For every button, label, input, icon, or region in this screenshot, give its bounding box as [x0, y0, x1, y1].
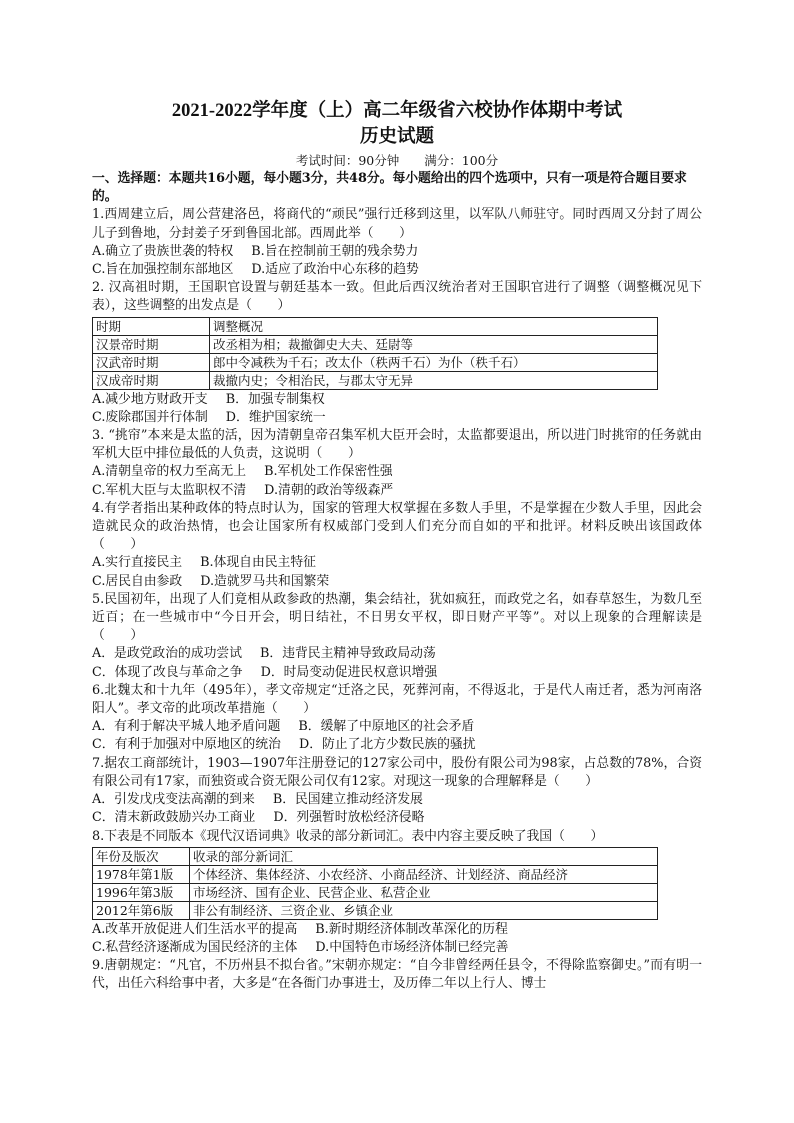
q5-option-c: C．体现了改良与革命之争	[92, 664, 243, 680]
question-5-stem: 5.民国初年，出现了人们竟相从政参政的热潮，集会结社，犹如疯狂，而政党之名，如春草怒生，为数几至近百；在一些城市中“今日开会，明日结社，不日男女平权，即日财产平等”。对以上现象的合理解读是（ ）	[92, 591, 702, 644]
question-1-stem: 1.西周建立后，周公营建洛邑，将商代的“顽民”强行迁移到这里，以军队八师驻守。同时西周又分封了周公儿子到鲁地，分封姜子牙到鲁国北部。西周此举（ ）	[92, 207, 702, 241]
q5-option-a: A．是政党政治的成功尝试	[92, 646, 243, 662]
question-8-options-2	[92, 939, 702, 957]
question-3-options-2	[92, 482, 702, 500]
section-heading: 一、选择题：本题共16小题，每小题3分，共48分。每小题给出的四个选项中，只有一项是符合题目要求的。	[92, 171, 687, 205]
table-row	[93, 371, 658, 389]
question-2-stem: 2. 汉高祖时期，王国职官设置与朝廷基本一致。但此后西汉统治者对王国职官进行了调整（调整概况见下表），这些调整的出发点是（ ）	[92, 280, 702, 314]
q4-option-d: D.造就罗马共和国繁荣	[200, 573, 330, 589]
table-row	[93, 865, 658, 883]
question-3-options	[92, 463, 702, 481]
q1-option-c: C.旨在加强控制东部地区	[92, 262, 234, 278]
question-5-options-2	[92, 664, 702, 682]
q2-option-c: C.废除郡国并行体制	[92, 409, 208, 425]
table-cell: 郎中令减秩为千石；改太仆（秩两千石）为仆（秩千石）	[210, 353, 658, 371]
q6-option-c: C．有利于加强对中原地区的统治	[92, 737, 281, 753]
exam-title: 2021-2022学年度（上）高二年级省六校协作体期中考试	[171, 101, 623, 121]
q3-option-b: B.军机处工作保密性强	[264, 464, 393, 480]
q1-option-d: D.适应了政治中心东移的趋势	[251, 262, 419, 278]
question-7-stem: 7.据农工商部统计，1903—1907年注册登记的127家公司中，股份有限公司为98家，占总数的78%，合资有限公司有17家，而独资或合资无限公司仅有12家。对现这一现象的合理解释是（ ）	[92, 755, 702, 789]
q7-option-b: B．民国建立推动经济发展	[272, 792, 423, 808]
table-header-cell: 调整概况	[210, 317, 658, 335]
q8-option-a: A.改革开放促进人们生活水平的提高	[92, 921, 298, 937]
table-cell: 2012年第6版	[93, 901, 190, 919]
table-header-cell: 收录的部分新词汇	[190, 847, 658, 865]
q7-option-a: A．引发戊戌变法高潮的到来	[92, 792, 255, 808]
table-cell: 汉成帝时期	[93, 371, 210, 389]
table-cell: 非公有制经济、三资企业、乡镇企业	[190, 901, 658, 919]
q4-option-a: A.实行直接民主	[92, 555, 183, 571]
q7-option-c: C．清末新政鼓励兴办工商业	[92, 810, 256, 826]
table-cell: 市场经济、国有企业、民营企业、私营企业	[190, 883, 658, 901]
question-2-options	[92, 391, 702, 409]
table-header-cell: 时期	[93, 317, 210, 335]
q4-option-b: B.体现自由民主特征	[200, 555, 316, 571]
question-4-options-2	[92, 573, 702, 591]
exam-subtitle: 历史试题	[359, 127, 434, 147]
table-cell: 1978年第1版	[93, 865, 190, 883]
question-6-stem: 6.北魏太和十九年（495年），孝文帝规定“迁洛之民，死葬河南，不得返北，于是代人南迁者，悉为河南洛阳人”。孝文帝的此项改革措施（ ）	[92, 682, 702, 717]
question-7-options	[92, 791, 702, 809]
q8-option-d: D.中国特色市场经济体制已经完善	[315, 939, 509, 955]
q6-option-b: B．缓解了中原地区的社会矛盾	[298, 719, 475, 735]
q2-option-d: D．维护国家统一	[225, 409, 326, 425]
table-cell: 汉景帝时期	[93, 335, 210, 353]
exam-meta: 考试时间：90分钟 满分：100分	[295, 153, 499, 168]
table-cell: 裁撤内史；令相治民，与郡太守无异	[210, 371, 658, 389]
table-row	[93, 353, 658, 371]
question-4-stem: 4.有学者指出某种政体的特点时认为，国家的管理大权掌握在多数人手里，不是掌握在少数人手里，因此会造就民众的政治热情，也会让国家所有权威部门受到人们充分而自如的平和批评。材料反映出该国政体（ ）	[92, 500, 702, 553]
table-row	[93, 901, 658, 919]
table-row	[93, 335, 658, 353]
q5-option-d: D．时局变动促进民权意识增强	[260, 664, 438, 680]
q3-option-a: A.清朝皇帝的权力至高无上	[92, 464, 247, 480]
table-row	[93, 883, 658, 901]
question-2-options-2	[92, 409, 702, 427]
q8-option-c: C.私营经济逐渐成为国民经济的主体	[92, 939, 298, 955]
q6-option-d: D．防止了北方少数民族的骚扰	[298, 737, 476, 753]
q6-option-a: A．有利于解决平城人地矛盾问题	[92, 719, 281, 735]
table-header-row	[93, 847, 658, 865]
table-header-row	[93, 317, 658, 335]
q2-option-b: B．加强专制集权	[225, 391, 325, 407]
question-7-options-2	[92, 809, 702, 827]
question-3-stem: 3. “挑帘”本来是太监的活，因为清朝皇帝召集军机大臣开会时，太监都要退出，所以进门时挑帘的任务就由军机大臣中排位最低的人负责，这说明（ ）	[92, 428, 702, 462]
table-cell: 个体经济、集体经济、小农经济、小商品经济、计划经济、商品经济	[190, 865, 658, 883]
q3-option-d: D.清朝的政治等级森严	[264, 482, 394, 498]
table-cell: 1996年第3版	[93, 883, 190, 901]
question-5-options	[92, 645, 702, 663]
question-4-options	[92, 554, 702, 572]
question-8-table	[92, 847, 658, 920]
question-1-options-2	[92, 261, 702, 279]
q5-option-b: B．违背民主精神导致政局动荡	[260, 646, 436, 662]
question-8-stem: 8.下表是不同版本《现代汉语词典》收录的部分新词汇。表中内容主要反映了我国（ ）	[92, 828, 604, 844]
question-1-options	[92, 243, 702, 261]
q1-option-a: A.确立了贵族世袭的特权	[92, 243, 234, 259]
question-8-options	[92, 921, 702, 939]
q7-option-d: D．列强暂时放松经济侵略	[273, 810, 425, 826]
q3-option-c: C.军机大臣与太监职权不清	[92, 482, 247, 498]
table-cell: 改丞相为相；裁撤御史大夫、廷尉等	[210, 335, 658, 353]
question-6-options-2	[92, 736, 702, 754]
question-6-options	[92, 718, 702, 736]
q8-option-b: B.新时期经济体制改革深化的历程	[315, 921, 508, 937]
q2-option-a: A.减少地方财政开支	[92, 391, 208, 407]
table-header-cell: 年份及版次	[93, 847, 190, 865]
question-2-table	[92, 317, 658, 390]
table-cell: 汉武帝时期	[93, 353, 210, 371]
q1-option-b: B.旨在控制前王朝的残余势力	[251, 243, 419, 259]
exam-page	[92, 98, 702, 994]
q4-option-c: C.居民自由参政	[92, 573, 183, 589]
question-9-stem: 9.唐朝规定：“凡官，不历州县不拟台省。”宋朝亦规定：“自今非曾经两任县令，不得除监察御史。”而有明一代，出任六科给事中者，大多是“在各衙门办事进士，及历俸二年以上行人、博士	[92, 958, 702, 992]
